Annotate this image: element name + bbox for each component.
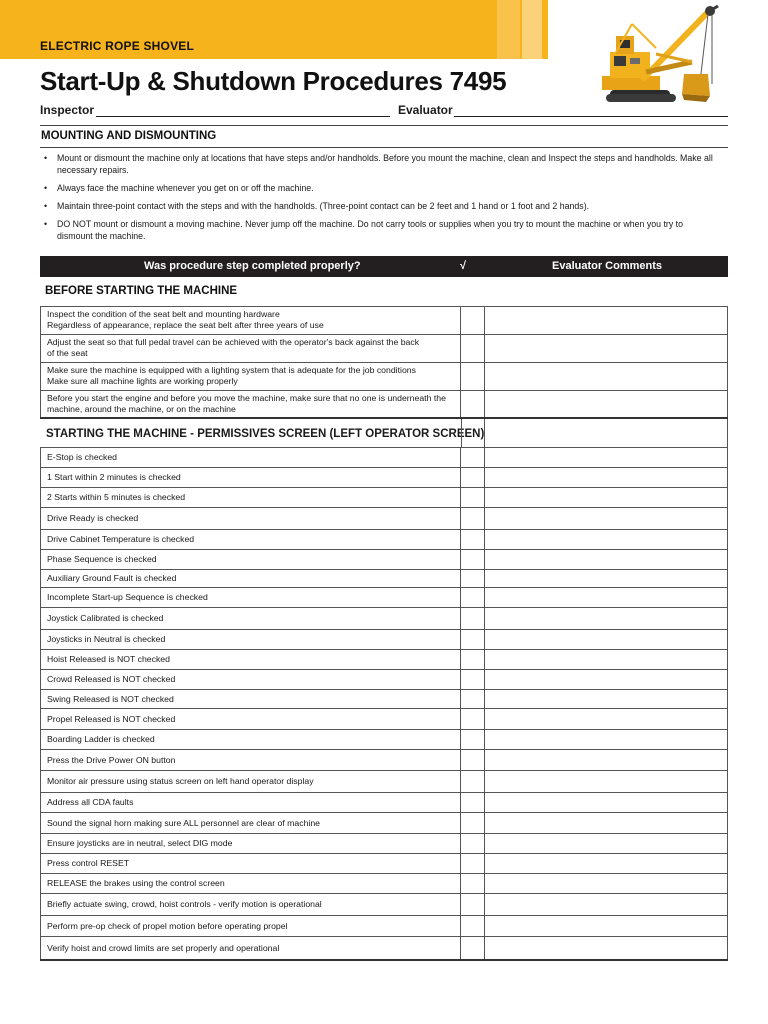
comment-cell[interactable] [485,391,728,418]
comment-cell[interactable] [485,916,728,936]
list-item-text: Always face the machine whenever you get on or off the machine. [57,183,314,193]
comment-cell[interactable] [485,709,728,729]
step-text: Propel Released is NOT checked [47,713,176,724]
table-row [40,507,728,529]
step-text: Drive Cabinet Temperature is checked [47,534,195,544]
step-text-line: machine, around the machine, or on the machine [47,404,236,414]
table-row [40,390,728,418]
check-cell[interactable] [461,874,485,893]
check-cell[interactable] [461,750,485,770]
table-row [40,334,728,362]
step-cell [40,307,461,334]
list-item [44,152,714,176]
step-text: Press the Drive Power ON button [47,754,176,765]
step-text: Boarding Ladder is checked [47,734,155,744]
table-row [40,629,728,649]
column-header-question: Was procedure step completed properly? [144,260,361,272]
step-text: Address all CDA faults [47,797,134,807]
comment-cell[interactable] [485,550,728,569]
step-text: Swing Released is NOT checked [47,693,174,704]
divider [40,147,728,148]
step-text-line: Make sure all machine lights are working properly [47,376,238,386]
step-cell [40,854,461,873]
check-cell[interactable] [461,468,485,487]
bullet-glyph: • [44,219,48,229]
step-cell [40,874,461,893]
step-text: Briefly actuate swing, crowd, hoist controls - verify motion is operational [47,899,322,909]
column-header-check: √ [460,260,467,272]
check-cell[interactable] [461,391,485,418]
table-row [40,306,728,334]
step-text: Hoist Released is NOT checked [47,654,170,664]
step-text: Monitor air pressure using status screen on left hand operator display [47,776,314,786]
comment-cell[interactable] [485,771,728,792]
list-item [44,182,714,194]
check-cell[interactable] [461,307,485,334]
comment-cell[interactable] [485,488,728,507]
table-row [40,770,728,792]
inspector-field[interactable] [96,116,390,117]
comment-cell[interactable] [485,793,728,812]
evaluator-label: Evaluator [398,103,453,117]
step-text: 1 Start within 2 minutes is checked [47,472,181,482]
step-cell [40,630,461,649]
table-row [40,936,728,959]
table-row [40,708,728,729]
table-row [40,749,728,770]
comment-cell[interactable] [485,874,728,893]
step-text: Verify hoist and crowd limits are set properly and operational [47,942,280,953]
check-cell[interactable] [461,608,485,629]
step-text: Perform pre-op check of propel motion before operating propel [47,920,288,931]
step-text: Auxiliary Ground Fault is checked [47,573,177,583]
table-row [40,569,728,587]
check-cell[interactable] [461,530,485,549]
step-cell [40,730,461,749]
table-row [40,893,728,915]
comment-cell[interactable] [485,608,728,629]
check-cell[interactable] [461,630,485,649]
comment-cell [485,419,728,447]
step-cell [40,650,461,669]
evaluator-field[interactable] [454,116,728,117]
step-text-line: of the seat [47,348,88,358]
step-text: E-Stop is checked [47,452,118,462]
check-cell [461,419,485,447]
table-row [40,487,728,507]
list-item-text: DO NOT mount or dismount a moving machine. Never jump off the machine. Do not carry tools or supplies when you try to mount the machine or when you try to dismount the machine. [57,219,684,241]
electric-rope-shovel-illustration [596,2,728,112]
starting-table [40,447,728,959]
comment-cell[interactable] [485,650,728,669]
list-item [44,200,714,212]
step-cell [40,608,461,629]
comment-cell[interactable] [485,630,728,649]
step-text-line: Before you start the engine and before you move the machine, make sure that no one is underneath the [47,393,446,403]
check-cell[interactable] [461,508,485,529]
step-cell [40,793,461,812]
step-text-line: Regardless of appearance, replace the seat belt after three years of use [47,320,324,330]
check-cell[interactable] [461,916,485,936]
table-row [40,467,728,487]
divider [40,125,728,126]
step-text: 2 Starts within 5 minutes is checked [47,492,186,502]
bullet-glyph: • [44,201,48,211]
comment-cell[interactable] [485,690,728,708]
section-row-starting [40,419,728,447]
step-cell [40,530,461,549]
page-title: Start-Up & Shutdown Procedures 7495 [40,66,507,96]
check-cell[interactable] [461,854,485,873]
step-cell [40,488,461,507]
check-cell[interactable] [461,709,485,729]
comment-cell[interactable] [485,937,728,959]
check-cell[interactable] [461,650,485,669]
table-row [40,529,728,549]
inspector-evaluator-row [40,103,730,119]
check-cell[interactable] [461,771,485,792]
step-cell [40,391,461,418]
step-cell [40,771,461,792]
step-text-line: Make sure the machine is equipped with a lighting system that is adequate for the job conditions [47,365,416,375]
comment-cell[interactable] [485,468,728,487]
table-row [40,853,728,873]
check-cell[interactable] [461,588,485,607]
comment-cell[interactable] [485,588,728,607]
step-cell [40,916,461,936]
step-text: Phase Sequence is checked [47,554,157,564]
step-cell [40,894,461,915]
bullet-glyph: • [44,183,48,193]
table-row [40,362,728,390]
table-row [40,587,728,607]
step-cell [40,335,461,362]
step-cell [40,937,461,959]
table-row [40,447,728,467]
step-text: Sound the signal horn making sure ALL personnel are clear of machine [47,817,321,828]
step-text-line: Inspect the condition of the seat belt and mounting hardware [47,309,280,319]
check-cell[interactable] [461,834,485,853]
list-item-text: Mount or dismount the machine only at locations that have steps and/or handholds. Before you mount the machine, clean and Inspect the steps and handholds. Make all necessary repairs. [57,153,713,175]
inspector-label: Inspector [40,103,95,117]
comment-cell[interactable] [485,335,728,362]
step-cell [40,670,461,689]
check-cell[interactable] [461,730,485,749]
table-row [40,607,728,629]
table-header [40,256,728,277]
step-cell [40,448,461,467]
comment-cell[interactable] [485,363,728,390]
step-text: Incomplete Start-up Sequence is checked [47,592,208,602]
check-cell[interactable] [461,894,485,915]
table-rule [40,959,728,961]
comment-cell[interactable] [485,670,728,689]
comment-cell[interactable] [485,730,728,749]
section-title-starting: STARTING THE MACHINE - PERMISSIVES SCREEN (LEFT OPERATOR SCREEN) [46,428,485,440]
check-cell[interactable] [461,813,485,833]
step-cell [40,588,461,607]
check-cell[interactable] [461,670,485,689]
comment-cell[interactable] [485,530,728,549]
step-cell [40,750,461,770]
list-item [44,218,714,242]
comment-cell[interactable] [485,813,728,833]
table-row [40,649,728,669]
step-cell [40,690,461,708]
table-row [40,812,728,833]
banner-stripe [522,0,542,59]
column-header-comments: Evaluator Comments [552,260,663,272]
check-cell[interactable] [461,448,485,467]
step-text: Crowd Released is NOT checked [47,674,176,684]
check-cell[interactable] [461,793,485,812]
check-cell[interactable] [461,550,485,569]
step-text: Press control RESET [47,858,130,868]
table-row [40,873,728,893]
comment-cell[interactable] [485,508,728,529]
document-subtitle: ELECTRIC ROPE SHOVEL [40,39,195,53]
comment-cell[interactable] [485,750,728,770]
before-starting-table [40,306,728,418]
comment-cell[interactable] [485,307,728,334]
section-title-before-starting: BEFORE STARTING THE MACHINE [45,285,238,297]
table-row [40,792,728,812]
banner-stripe [497,0,520,59]
step-cell [40,570,461,587]
step-text: Drive Ready is checked [47,513,139,523]
check-cell[interactable] [461,335,485,362]
bullet-glyph: • [44,153,48,163]
table-row [40,915,728,936]
comment-cell[interactable] [485,834,728,853]
table-row [40,689,728,708]
step-text: Joystick Calibrated is checked [47,613,164,623]
step-cell [40,550,461,569]
check-cell[interactable] [461,690,485,708]
check-cell[interactable] [461,937,485,959]
step-cell [40,709,461,729]
step-cell [40,508,461,529]
section-title-mounting: MOUNTING AND DISMOUNTING [41,130,217,142]
step-cell [40,813,461,833]
table-row [40,549,728,569]
step-cell [40,834,461,853]
step-text-line: Adjust the seat so that full pedal travel can be achieved with the operator's back against the back [47,337,420,347]
table-row [40,669,728,689]
list-item-text: Maintain three-point contact with the steps and with the handholds. (Three-point contact can be 2 feet and 1 hand or 1 foot and 2 hands). [57,201,590,211]
step-text: Joysticks in Neutral is checked [47,634,166,644]
step-text: RELEASE the brakes using the control screen [47,878,225,888]
comment-cell[interactable] [485,448,728,467]
comment-cell[interactable] [485,894,728,915]
check-cell[interactable] [461,363,485,390]
table-row [40,833,728,853]
step-text: Ensure joysticks are in neutral, select DIG mode [47,838,233,848]
step-cell [40,468,461,487]
comment-cell[interactable] [485,570,728,587]
comment-cell[interactable] [485,854,728,873]
step-cell [40,363,461,390]
table-row [40,729,728,749]
check-cell[interactable] [461,570,485,587]
check-cell[interactable] [461,488,485,507]
mounting-bullet-list [44,152,714,248]
